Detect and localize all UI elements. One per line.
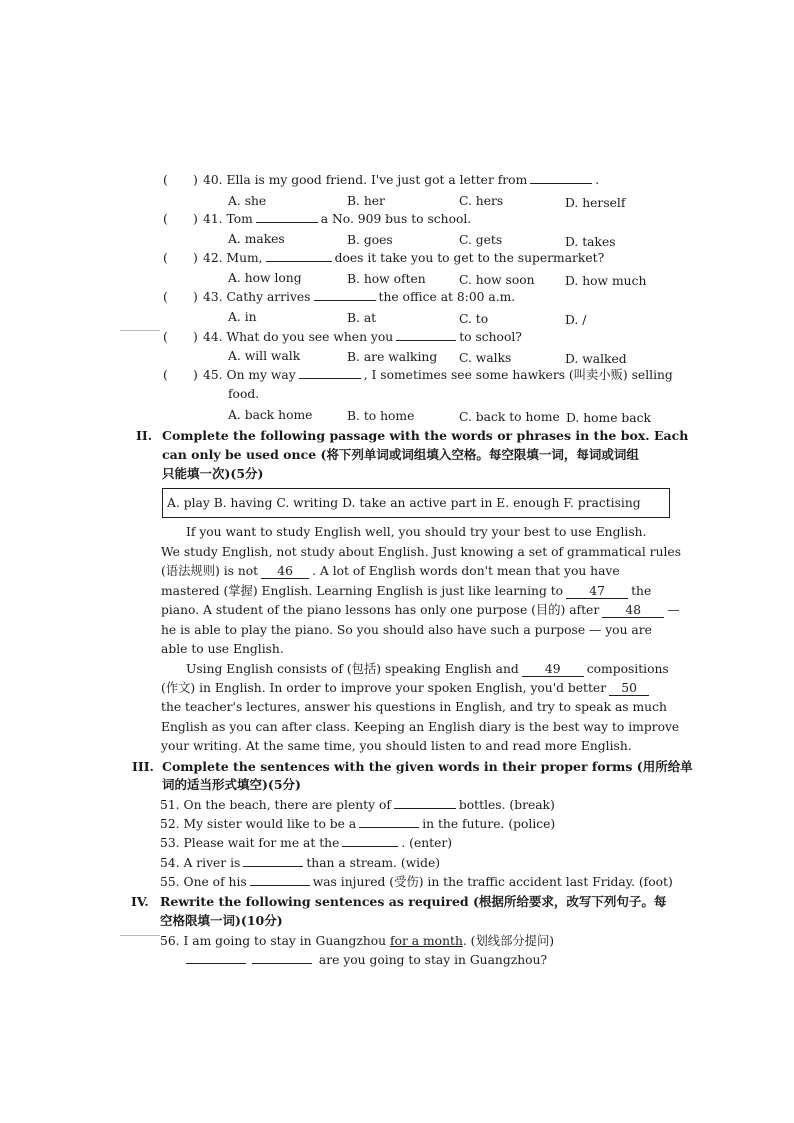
answer-blank[interactable]: [314, 289, 376, 301]
rewrite-answer-56: are you going to stay in Guangzhou?: [183, 952, 547, 968]
section-number: III.: [132, 759, 154, 774]
section-instruction: Complete the sentences with the given words in their proper forms (用所给单: [162, 759, 693, 774]
passage-line: mastered (掌握) English. Learning English is just like learning to 47 the: [161, 584, 652, 598]
underlined-phrase: for a month: [390, 934, 463, 948]
answer-blank[interactable]: [530, 172, 592, 184]
question-number: 45.: [203, 368, 223, 382]
option-b: B. goes: [347, 233, 393, 247]
answer-blank[interactable]: [243, 855, 303, 867]
option-d: D. herself: [565, 196, 626, 210]
passage-line: he is able to play the piano. So you should also have such a purpose — you are: [161, 623, 652, 637]
blank-49[interactable]: 49: [522, 662, 584, 677]
fill-item-52: 52. My sister would like to be a in the future. (police): [160, 817, 556, 831]
passage-line: able to use English.: [161, 642, 284, 656]
question-stem: Cathy arrives: [226, 290, 311, 304]
answer-paren-close: ): [193, 212, 198, 226]
option-c: C. to: [459, 312, 489, 326]
option-d: D. /: [565, 313, 587, 327]
fill-item-55: 55. One of his was injured (受伤) in the traffic accident last Friday. (foot): [160, 875, 673, 889]
passage-line: the teacher's lectures, answer his questions in English, and try to speak as much: [161, 700, 667, 714]
section-instruction: 词的适当形式填空)(5分): [162, 777, 301, 792]
option-d: D. walked: [565, 352, 627, 366]
option-c: C. hers: [459, 194, 504, 208]
answer-paren-open: (: [163, 251, 168, 265]
blank-47[interactable]: 47: [566, 584, 628, 599]
option-a: A. will walk: [228, 349, 301, 363]
fill-item-54: 54. A river is than a stream. (wide): [160, 856, 441, 870]
section-number: IV.: [131, 894, 149, 909]
passage-line: We study English, not study about English. Just knowing a set of grammatical rules: [161, 545, 682, 559]
option-c: C. how soon: [459, 273, 535, 287]
answer-paren-close: ): [193, 251, 198, 265]
fill-item-53: 53. Please wait for me at the . (enter): [160, 836, 453, 850]
exam-page: ( ) 40. Ella is my good friend. I've just got a letter from . A. she B. her C. hers D. herself ( ) 41. Tom a No. 909 bus to school. A. makes B. goes C. gets D. takes ( ) 42. Mum, does it take you to get to the supermarket? A. how long B. how often C. how soon D. how much ( ) 43. Cathy arrives the office at 8:00 a.m. A. in B. at C. to D. / ( ) 44. What do you see when you to school? A. will walk B. are walking C. walks D. walked ( ) 45. On my way , I sometimes see some hawkers (叫卖小贩) selling food. A. back home B. to home C. back to home D. home back II. Complete the following passage with the words or phrases in the box. Each can only be used once (将下列单词或词组填入空格。每空限填一词，每词或词组 只能填一次)(5分) A. play B. having C. writing D. take an active part in E. enough F. practising If you want to study English well, you should try your best to use English. We study English, not study about English. Just knowing a set of grammatical rules (语法规则) is not 46 . A lot of English words don't mean that you have mastered (掌握) English. Learning English is just like learning to 47 the piano. A student of the piano lessons has only one purpose (目的) after 48 — he is able to play the piano. So you should also have such a purpose — you are able to use English. Using English consists of (包括) speaking English and 49 compositions (作文) in English. In order to improve your spoken English, you'd better 50 the teacher's lectures, answer his questions in English, and try to speak as much English as you can after class. Keeping an English diary is the best way to improve your writing. At the same time, you should listen to and read more English. III. Complete the sentences with the given words in their proper forms (用所给单 词的适当形式填空)(5分) 51. On the beach, there are plenty of bottles. (break) 52. My sister would like to be a in the future. (police) 53. Please wait for me at the . (enter) 54. A river is than a stream. (wide) 55. One of his was injured (受伤) in the traffic accident last Friday. (foot) IV. Rewrite the following sentences as required (根据所给要求，改写下列句子。每 空格限填一词)(10分) 56. I am going to stay in Guangzhou for a month. (划线部分提问) are you going to stay in Guangzhou?: [0, 0, 794, 1123]
answer-paren-close: ): [193, 173, 198, 187]
question-number: 42.: [203, 251, 223, 265]
blank-50[interactable]: 50: [609, 681, 649, 696]
answer-blank[interactable]: [186, 952, 246, 964]
answer-blank[interactable]: [256, 211, 318, 223]
section-instruction: can only be used once (将下列单词或词组填入空格。每空限填一词，每词或词组: [162, 447, 639, 462]
answer-paren-open: (: [163, 173, 168, 187]
answer-blank[interactable]: [266, 250, 332, 262]
answer-paren-close: ): [193, 330, 198, 344]
question-stem: What do you see when you: [226, 330, 394, 344]
answer-paren-close: ): [193, 368, 198, 382]
question-stem: Mum,: [226, 251, 263, 265]
option-d: D. home back: [566, 411, 651, 425]
rewrite-item-56: 56. I am going to stay in Guangzhou for a month. (划线部分提问): [160, 934, 555, 948]
option-b: B. how often: [347, 272, 426, 286]
answer-blank[interactable]: [299, 367, 361, 379]
scan-artifact: [120, 330, 160, 331]
option-a: A. makes: [228, 232, 285, 246]
blank-48[interactable]: 48: [602, 603, 664, 618]
question-stem: Ella is my good friend. I've just got a letter from: [226, 173, 528, 187]
scan-artifact: [120, 935, 160, 936]
answer-paren-open: (: [163, 290, 168, 304]
option-c: C. gets: [459, 233, 503, 247]
passage-line: Using English consists of (包括) speaking English and 49 compositions: [186, 662, 669, 676]
section-instruction: 空格限填一词)(10分): [160, 913, 283, 928]
answer-paren-open: (: [163, 368, 168, 382]
option-b: B. at: [347, 311, 377, 325]
passage-line: (语法规则) is not 46 . A lot of English words don't mean that you have: [161, 564, 620, 578]
answer-blank[interactable]: [252, 952, 312, 964]
section-instruction: Complete the following passage with the words or phrases in the box. Each: [162, 428, 689, 443]
question-stem-continued: food.: [228, 387, 260, 401]
passage-line: If you want to study English well, you should try your best to use English.: [186, 525, 647, 539]
question-number: 40.: [203, 173, 223, 187]
option-d: D. takes: [565, 235, 616, 249]
option-b: B. are walking: [347, 350, 438, 364]
word-box: A. play B. having C. writing D. take an active part in E. enough F. practising: [162, 488, 670, 518]
question-number: 43.: [203, 290, 223, 304]
blank-46[interactable]: 46: [261, 564, 309, 579]
answer-paren-close: ): [193, 290, 198, 304]
question-stem: Tom: [226, 212, 253, 226]
option-a: A. in: [228, 310, 257, 324]
question-number: 41.: [203, 212, 223, 226]
answer-blank[interactable]: [359, 816, 419, 828]
passage-line: piano. A student of the piano lessons has only one purpose (目的) after 48 —: [161, 603, 680, 617]
answer-paren-open: (: [163, 212, 168, 226]
passage-line: (作文) in English. In order to improve your spoken English, you'd better 50: [161, 680, 652, 696]
passage-line: your writing. At the same time, you should listen to and read more English.: [161, 739, 632, 753]
question-number: 44.: [203, 330, 223, 344]
option-b: B. her: [347, 194, 385, 208]
option-d: D. how much: [565, 274, 647, 288]
section-instruction: Rewrite the following sentences as required (根据所给要求，改写下列句子。每: [160, 894, 667, 909]
option-a: A. she: [228, 194, 267, 208]
option-a: A. back home: [228, 408, 313, 422]
option-c: C. back to home: [459, 410, 560, 424]
passage-line: English as you can after class. Keeping an English diary is the best way to improve: [161, 720, 680, 734]
option-a: A. how long: [228, 271, 302, 285]
answer-blank[interactable]: [396, 329, 456, 341]
answer-blank[interactable]: [250, 874, 310, 886]
answer-blank[interactable]: [394, 797, 456, 809]
answer-blank[interactable]: [342, 835, 398, 847]
fill-item-51: 51. On the beach, there are plenty of bottles. (break): [160, 798, 555, 812]
section-number: II.: [136, 428, 153, 443]
section-instruction: 只能填一次)(5分): [162, 466, 264, 481]
answer-paren-open: (: [163, 330, 168, 344]
question-stem: On my way: [226, 368, 296, 382]
option-b: B. to home: [347, 409, 415, 423]
option-c: C. walks: [459, 351, 512, 365]
